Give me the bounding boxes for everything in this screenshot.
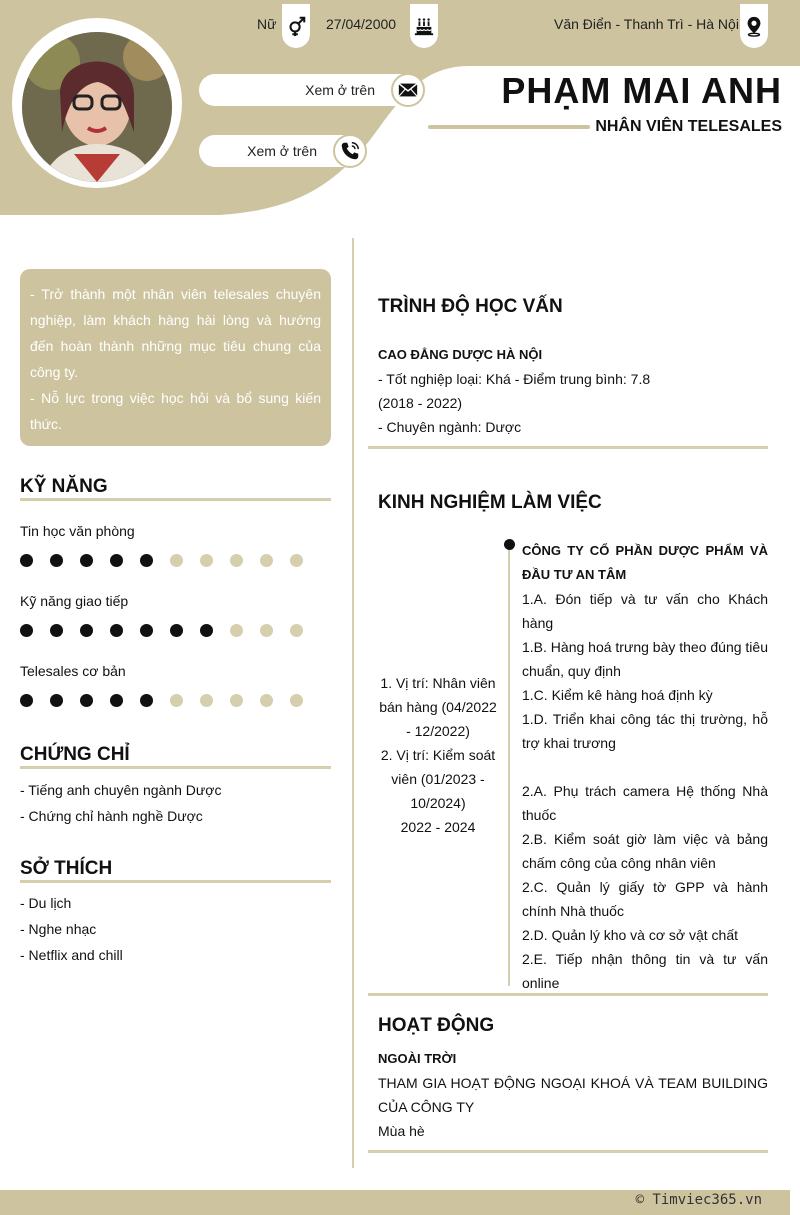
certificate-item: - Chứng chỉ hành nghề Dược [20,808,203,824]
cake-icon [410,4,438,48]
objective-line: - Trở thành một nhân viên telesales chuyên nghiệp, làm khách hàng hài lòng và hướng đến hoàn thành những mục tiêu chung của công ty. [30,286,321,380]
objective-line: - Nỗ lực trong việc học hỏi và bổ sung kiến thức. [30,390,321,432]
birthdate-field [326,0,396,48]
activities-title: HOẠT ĐỘNG [378,1015,495,1036]
duty-item: 2.B. Kiểm soát giờ làm việc và bảng chấm công của công nhân viên [522,831,768,871]
rating-dot-empty [230,554,243,567]
rating-dot-filled [50,554,63,567]
skill-rating [20,694,303,707]
rating-dot-filled [80,694,93,707]
rating-dot-filled [80,554,93,567]
role-divider [428,125,590,129]
rating-dot-filled [140,624,153,637]
address-text: Văn Điển - Thanh Trì - Hà Nội [554,16,739,32]
rating-dot-filled [110,554,123,567]
email-field[interactable] [199,74,417,106]
timeline-dot [504,539,515,550]
skill-name: Kỹ năng giao tiếp [20,593,129,609]
education-line: - Chuyên ngành: Dược [378,419,522,435]
rating-dot-filled [140,554,153,567]
birthdate-text: 27/04/2000 [326,16,397,32]
rating-dot-empty [200,554,213,567]
experience-details [522,539,768,995]
timeline-line [508,544,510,986]
location-icon [740,4,768,48]
duty-item: 2.C. Quản lý giấy tờ GPP và hành chính Nhà thuốc [522,879,768,919]
rating-dot-filled [20,624,33,637]
job-title: NHÂN VIÊN TELESALES [595,118,782,135]
school-name: CAO ĐẲNG DƯỢC HÀ NỘI [378,347,543,362]
rating-dot-filled [140,694,153,707]
certificates-divider [20,766,331,769]
rating-dot-empty [290,554,303,567]
activity-desc: THAM GIA HOẠT ĐỘNG NGOẠI KHOÁ VÀ TEAM BUILDING CỦA CÔNG TY [378,1075,768,1115]
activities-divider [368,1150,768,1153]
education-line: - Tốt nghiệp loại: Khá - Điểm trung bình: 7.8 [378,371,651,387]
full-name: PHẠM MAI ANH [501,70,782,111]
duty-item: 1.B. Hàng hoá trưng bày theo đúng tiêu chuẩn, quy định [522,639,768,679]
certificates-list [20,777,221,829]
footer-bar [0,1190,790,1215]
experience-title: KINH NGHIỆM LÀM VIỆC [378,492,602,513]
duty-item: 2.D. Quản lý kho và cơ sở vật chất [522,927,739,943]
company-name: CÔNG TY CỔ PHẦN DƯỢC PHẨM VÀ ĐẦU TƯ AN TÂM [522,543,768,582]
rating-dot-filled [170,624,183,637]
education-divider [368,446,768,449]
duty-item: 1.D. Triển khai công tác thị trường, hỗ trợ khai trương [522,711,768,751]
avatar [22,32,172,182]
skill-name: Tin học văn phòng [20,523,135,539]
gender-icon [282,4,310,48]
skill-rating [20,624,303,637]
rating-dot-filled [110,624,123,637]
footer-copyright: © Timviec365.vn [635,1192,762,1208]
education-title: TRÌNH ĐỘ HỌC VẤN [378,296,563,317]
experience-period: 2022 - 2024 [400,819,476,835]
activities-block [378,1047,768,1143]
rating-dot-filled [200,624,213,637]
hobbies-list [20,890,123,968]
email-text: Xem ở trên [305,82,375,98]
hobby-item: - Nghe nhạc [20,921,97,937]
phone-icon[interactable] [333,134,367,168]
gender-text: Nữ [257,16,277,32]
gender-field [257,0,276,48]
certificates-title: CHỨNG CHỈ [20,744,130,765]
experience-divider [368,993,768,996]
hobby-item: - Netflix and chill [20,947,123,963]
rating-dot-empty [230,624,243,637]
phone-text: Xem ở trên [247,143,317,159]
certificate-item: - Tiếng anh chuyên ngành Dược [20,782,222,798]
skills-title: KỸ NĂNG [20,476,108,497]
rating-dot-empty [200,694,213,707]
hobbies-divider [20,880,331,883]
activity-org: NGOÀI TRỜI [378,1051,457,1066]
skills-divider [20,498,331,501]
education-block [378,343,768,439]
skill-rating [20,554,303,567]
rating-dot-empty [290,624,303,637]
rating-dot-filled [110,694,123,707]
rating-dot-empty [230,694,243,707]
position-item: 1. Vị trí: Nhân viên bán hàng (04/2022 - 12/2022) [379,675,497,739]
rating-dot-filled [20,554,33,567]
rating-dot-filled [80,624,93,637]
duty-item: 1.A. Đón tiếp và tư vấn cho Khách hàng [522,591,768,631]
rating-dot-filled [20,694,33,707]
duty-item: 2.E. Tiếp nhận thông tin và tư vấn online [522,951,768,991]
position-item: 2. Vị trí: Kiểm soát viên (01/2023 - 10/2024) [380,747,496,811]
activity-time: Mùa hè [378,1123,425,1139]
education-line: (2018 - 2022) [378,395,463,411]
rating-dot-empty [170,554,183,567]
hobbies-title: SỞ THÍCH [20,858,113,879]
rating-dot-empty [260,554,273,567]
rating-dot-filled [50,624,63,637]
rating-dot-filled [50,694,63,707]
address-field [554,0,739,48]
rating-dot-empty [290,694,303,707]
experience-positions [376,671,500,839]
duty-item: 1.C. Kiểm kê hàng hoá định kỳ [522,687,713,703]
rating-dot-empty [260,624,273,637]
column-divider [352,238,354,1168]
rating-dot-empty [170,694,183,707]
rating-dot-empty [260,694,273,707]
duty-item: 2.A. Phụ trách camera Hệ thống Nhà thuốc [522,783,768,823]
hobby-item: - Du lịch [20,895,72,911]
email-icon[interactable] [391,73,425,107]
skill-name: Telesales cơ bản [20,663,126,679]
career-objective [20,269,331,446]
